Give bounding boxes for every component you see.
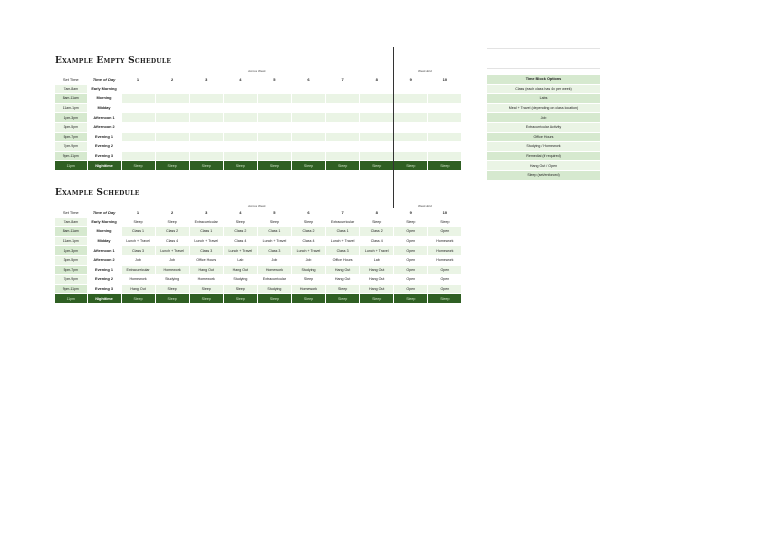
- time-slot-label: 1pm-3pm: [55, 246, 87, 256]
- schedule-cell[interactable]: Office Hours: [189, 255, 223, 265]
- time-block-option: Hang Out / Open: [487, 161, 600, 171]
- schedule-row: [55, 236, 462, 246]
- time-block-option-row: [487, 84, 600, 94]
- schedule-cell[interactable]: Open: [394, 227, 428, 237]
- schedule-cell[interactable]: [257, 151, 291, 161]
- time-of-day-label: Afternoon 1: [87, 113, 121, 123]
- day-header-5: 5: [257, 75, 291, 84]
- schedule-cell[interactable]: [189, 142, 223, 152]
- day-header-6: 6: [291, 75, 325, 84]
- schedule-cell[interactable]: Class 1: [189, 227, 223, 237]
- schedule-row: [55, 122, 462, 132]
- schedule-cell[interactable]: [223, 142, 257, 152]
- schedule-cell[interactable]: Open: [428, 265, 462, 275]
- time-block-options-table: [487, 75, 600, 181]
- schedule-cell[interactable]: [360, 103, 394, 113]
- schedule-cell[interactable]: [189, 84, 223, 94]
- schedule-cell[interactable]: Sleep: [428, 161, 462, 171]
- schedule-cell[interactable]: Hang Out: [360, 275, 394, 285]
- schedule-cell[interactable]: Sleep: [155, 284, 189, 294]
- schedule-cell[interactable]: [428, 84, 462, 94]
- schedule-cell[interactable]: [155, 113, 189, 123]
- time-of-day-label: Evening 1: [87, 265, 121, 275]
- day-header-2: 2: [155, 208, 189, 217]
- schedule-cell[interactable]: Lunch + Travel: [326, 236, 360, 246]
- schedule-cell[interactable]: Hang Out: [360, 265, 394, 275]
- time-slot-label: 5pm-7pm: [55, 265, 87, 275]
- schedule-cell[interactable]: Class 4: [223, 236, 257, 246]
- time-of-day-label: Nighttime: [87, 161, 121, 171]
- example-schedule-table: [55, 208, 462, 304]
- schedule-cell[interactable]: Extracurricular: [257, 275, 291, 285]
- schedule-cell[interactable]: Class 3: [326, 246, 360, 256]
- schedule-cell[interactable]: Open: [428, 284, 462, 294]
- time-block-option: Labs: [487, 94, 600, 104]
- schedule-cell[interactable]: Class 4: [155, 236, 189, 246]
- time-slot-label: 7pm-9pm: [55, 142, 87, 152]
- day-header-10: 10: [428, 75, 462, 84]
- time-block-option-row: [487, 94, 600, 104]
- schedule-header-row: [55, 208, 462, 217]
- schedule-cell[interactable]: [428, 113, 462, 123]
- schedule-cell[interactable]: Class 3: [121, 246, 155, 256]
- schedule-cell[interactable]: Sleep: [291, 161, 325, 171]
- time-of-day-label: Evening 1: [87, 132, 121, 142]
- day-header-3: 3: [189, 208, 223, 217]
- day-header-7: 7: [326, 208, 360, 217]
- schedule-cell[interactable]: Class 1: [257, 227, 291, 237]
- schedule-cell[interactable]: Homework: [189, 275, 223, 285]
- time-of-day-label: Nighttime: [87, 294, 121, 304]
- day-header-9: 9: [394, 208, 428, 217]
- schedule-cell[interactable]: [223, 122, 257, 132]
- time-slot-label: 3pm-5pm: [55, 122, 87, 132]
- time-of-day-label: Early Morning: [87, 84, 121, 94]
- schedule-row: [55, 84, 462, 94]
- schedule-row: [55, 132, 462, 142]
- time-of-day-label: Afternoon 2: [87, 122, 121, 132]
- schedule-cell[interactable]: [394, 142, 428, 152]
- schedule-cell[interactable]: Sleep: [394, 217, 428, 227]
- schedule-cell[interactable]: Sleep: [121, 294, 155, 304]
- schedule-row: [55, 275, 462, 285]
- schedule-cell[interactable]: [428, 103, 462, 113]
- schedule-cell[interactable]: Homework: [121, 275, 155, 285]
- schedule-cell[interactable]: Sleep: [155, 217, 189, 227]
- schedule-cell[interactable]: Sleep: [394, 161, 428, 171]
- schedule-cell[interactable]: Sleep: [121, 161, 155, 171]
- day-header-8: 8: [360, 75, 394, 84]
- schedule-cell[interactable]: [121, 151, 155, 161]
- schedule-cell[interactable]: Lunch + Travel: [223, 246, 257, 256]
- time-block-option-row: [487, 113, 600, 123]
- schedule-cell[interactable]: Class 1: [121, 227, 155, 237]
- time-of-day-label: Evening 2: [87, 275, 121, 285]
- schedule-cell[interactable]: [155, 103, 189, 113]
- schedule-cell[interactable]: Sleep: [257, 217, 291, 227]
- schedule-row: [55, 94, 462, 104]
- time-of-day-label: Midday: [87, 103, 121, 113]
- schedule-cell[interactable]: Sleep: [428, 217, 462, 227]
- time-block-option: Office Hours: [487, 132, 600, 142]
- schedule-header-row: [55, 75, 462, 84]
- schedule-cell[interactable]: Hang Out: [223, 265, 257, 275]
- schedule-cell[interactable]: Studying: [223, 275, 257, 285]
- schedule-cell[interactable]: [326, 103, 360, 113]
- schedule-cell[interactable]: [155, 142, 189, 152]
- time-block-option: Remedial (if required): [487, 151, 600, 161]
- schedule-cell[interactable]: [326, 94, 360, 104]
- time-slot-label: 5pm-7pm: [55, 132, 87, 142]
- time-block-option: Extracurricular Activity: [487, 122, 600, 132]
- schedule-cell[interactable]: [223, 151, 257, 161]
- schedule-cell[interactable]: [257, 132, 291, 142]
- time-slot-label: 11pm: [55, 294, 87, 304]
- schedule-cell[interactable]: Sleep: [189, 284, 223, 294]
- schedule-cell[interactable]: [360, 142, 394, 152]
- time-block-option: Sleep (set/enforced): [487, 170, 600, 180]
- schedule-cell[interactable]: [360, 132, 394, 142]
- schedule-cell[interactable]: Hang Out: [360, 284, 394, 294]
- set-time-header: Set Time: [55, 75, 87, 84]
- time-slot-label: 11am-1pm: [55, 103, 87, 113]
- schedule-cell[interactable]: [326, 113, 360, 123]
- schedule-cell[interactable]: [257, 142, 291, 152]
- schedule-cell[interactable]: [223, 84, 257, 94]
- day-header-9: 9: [394, 75, 428, 84]
- time-of-day-label: Morning: [87, 94, 121, 104]
- time-block-option-row: [487, 122, 600, 132]
- schedule-cell[interactable]: Lunch + Travel: [291, 246, 325, 256]
- time-block-option-row: [487, 170, 600, 180]
- options-top-rule: [487, 48, 600, 49]
- time-of-day-label: Midday: [87, 236, 121, 246]
- time-slot-label: 7pm-9pm: [55, 275, 87, 285]
- schedule-cell[interactable]: [155, 122, 189, 132]
- empty-schedule-title: Example Empty Schedule: [55, 56, 172, 66]
- schedule-cell[interactable]: Class 2: [291, 227, 325, 237]
- time-of-day-label: Early Morning: [87, 217, 121, 227]
- schedule-cell[interactable]: Sleep: [223, 217, 257, 227]
- time-slot-label: 1pm-3pm: [55, 113, 87, 123]
- schedule-cell[interactable]: [121, 122, 155, 132]
- schedule-cell[interactable]: Open: [428, 227, 462, 237]
- day-header-4: 4: [223, 208, 257, 217]
- schedule-cell[interactable]: [121, 142, 155, 152]
- schedule-row: [55, 227, 462, 237]
- time-of-day-label: Morning: [87, 227, 121, 237]
- example-week-end-label: Week End: [418, 204, 432, 208]
- schedule-cell[interactable]: [291, 142, 325, 152]
- schedule-cell[interactable]: Open: [394, 255, 428, 265]
- schedule-cell[interactable]: [291, 94, 325, 104]
- schedule-cell[interactable]: Homework: [257, 265, 291, 275]
- time-slot-label: 11am-1pm: [55, 236, 87, 246]
- schedule-cell[interactable]: [291, 84, 325, 94]
- schedule-cell[interactable]: [326, 142, 360, 152]
- time-slot-label: 7am-8am: [55, 217, 87, 227]
- schedule-cell[interactable]: Lunch + Travel: [360, 246, 394, 256]
- schedule-cell[interactable]: Sleep: [326, 284, 360, 294]
- schedule-cell[interactable]: Class 3: [189, 246, 223, 256]
- time-slot-label: 11pm: [55, 161, 87, 171]
- schedule-cell[interactable]: [291, 122, 325, 132]
- schedule-cell[interactable]: [360, 94, 394, 104]
- schedule-cell[interactable]: Hang Out: [121, 284, 155, 294]
- time-block-option: Job: [487, 113, 600, 123]
- schedule-row: [55, 151, 462, 161]
- schedule-cell[interactable]: Sleep: [291, 294, 325, 304]
- schedule-cell[interactable]: Class 4: [291, 236, 325, 246]
- schedule-cell[interactable]: Lab: [223, 255, 257, 265]
- time-slot-label: 8am-11am: [55, 94, 87, 104]
- schedule-cell[interactable]: [394, 132, 428, 142]
- schedule-cell[interactable]: Class 2: [223, 227, 257, 237]
- schedule-row: [55, 246, 462, 256]
- empty-week-end-label: Week End: [418, 69, 432, 73]
- schedule-cell[interactable]: [326, 151, 360, 161]
- schedule-row: [55, 113, 462, 123]
- schedule-cell[interactable]: [360, 122, 394, 132]
- schedule-row: [55, 217, 462, 227]
- schedule-cell[interactable]: Sleep: [360, 294, 394, 304]
- time-slot-label: 8am-11am: [55, 227, 87, 237]
- schedule-cell[interactable]: [189, 122, 223, 132]
- schedule-cell[interactable]: Class 4: [360, 236, 394, 246]
- schedule-cell[interactable]: Studying: [257, 284, 291, 294]
- example-schedule-title: Example Schedule: [55, 188, 140, 198]
- schedule-cell[interactable]: Homework: [428, 246, 462, 256]
- time-block-option: Class (each class has 4x per week): [487, 84, 600, 94]
- schedule-cell[interactable]: Sleep: [257, 294, 291, 304]
- time-block-option-row: [487, 161, 600, 171]
- schedule-cell[interactable]: Sleep: [428, 294, 462, 304]
- schedule-cell[interactable]: [189, 103, 223, 113]
- schedule-cell[interactable]: Hang Out: [326, 275, 360, 285]
- schedule-cell[interactable]: Studying: [155, 275, 189, 285]
- time-of-day-label: Evening 3: [87, 151, 121, 161]
- schedule-cell[interactable]: [155, 94, 189, 104]
- time-slot-label: 9pm-11pm: [55, 284, 87, 294]
- schedule-cell[interactable]: [394, 122, 428, 132]
- schedule-cell[interactable]: [121, 103, 155, 113]
- schedule-cell[interactable]: Job: [155, 255, 189, 265]
- time-slot-label: 3pm-5pm: [55, 255, 87, 265]
- schedule-cell[interactable]: Sleep: [223, 284, 257, 294]
- day-header-1: 1: [121, 75, 155, 84]
- schedule-cell[interactable]: [394, 103, 428, 113]
- time-of-day-label: Evening 3: [87, 284, 121, 294]
- schedule-cell[interactable]: Sleep: [291, 217, 325, 227]
- schedule-cell[interactable]: [257, 113, 291, 123]
- day-header-4: 4: [223, 75, 257, 84]
- schedule-cell[interactable]: Homework: [291, 284, 325, 294]
- options-mid-rule: [487, 68, 600, 69]
- schedule-cell[interactable]: [428, 122, 462, 132]
- schedule-cell[interactable]: Open: [394, 284, 428, 294]
- schedule-cell[interactable]: [428, 132, 462, 142]
- schedule-cell[interactable]: Sleep: [223, 294, 257, 304]
- schedule-row: [55, 294, 462, 304]
- schedule-cell[interactable]: [326, 122, 360, 132]
- schedule-cell[interactable]: [121, 113, 155, 123]
- schedule-cell[interactable]: Job: [291, 255, 325, 265]
- schedule-cell[interactable]: [360, 113, 394, 123]
- schedule-cell[interactable]: Lunch + Travel: [189, 236, 223, 246]
- schedule-cell[interactable]: Open: [394, 246, 428, 256]
- time-slot-label: 7am-8am: [55, 84, 87, 94]
- day-header-3: 3: [189, 75, 223, 84]
- schedule-cell[interactable]: Open: [394, 236, 428, 246]
- schedule-cell[interactable]: Studying: [291, 265, 325, 275]
- schedule-cell[interactable]: Extracurricular: [326, 217, 360, 227]
- day-header-7: 7: [326, 75, 360, 84]
- schedule-cell[interactable]: [326, 132, 360, 142]
- schedule-cell[interactable]: [189, 132, 223, 142]
- schedule-cell[interactable]: [291, 132, 325, 142]
- time-block-option-row: [487, 103, 600, 113]
- time-block-option-row: [487, 132, 600, 142]
- schedule-cell[interactable]: Class 3: [257, 246, 291, 256]
- schedule-cell[interactable]: [189, 151, 223, 161]
- day-header-8: 8: [360, 208, 394, 217]
- schedule-cell[interactable]: Sleep: [121, 217, 155, 227]
- day-header-2: 2: [155, 75, 189, 84]
- schedule-cell[interactable]: Extracurricular: [189, 217, 223, 227]
- schedule-cell[interactable]: Homework: [155, 265, 189, 275]
- schedule-cell[interactable]: Lab: [360, 255, 394, 265]
- time-block-option: Studying / Homework: [487, 142, 600, 152]
- schedule-cell[interactable]: Class 2: [155, 227, 189, 237]
- schedule-cell[interactable]: Sleep: [155, 161, 189, 171]
- empty-schedule-table: [55, 75, 462, 171]
- schedule-cell[interactable]: [189, 113, 223, 123]
- schedule-cell[interactable]: [121, 84, 155, 94]
- schedule-cell[interactable]: [155, 84, 189, 94]
- day-header-10: 10: [428, 208, 462, 217]
- schedule-cell[interactable]: Sleep: [326, 294, 360, 304]
- schedule-cell[interactable]: Office Hours: [326, 255, 360, 265]
- schedule-cell[interactable]: [189, 94, 223, 104]
- schedule-cell[interactable]: Sleep: [360, 217, 394, 227]
- time-of-day-header: Time of Day: [87, 208, 121, 217]
- schedule-cell[interactable]: Lunch + Travel: [121, 236, 155, 246]
- schedule-cell[interactable]: [257, 94, 291, 104]
- schedule-cell[interactable]: [291, 103, 325, 113]
- schedule-cell[interactable]: Homework: [428, 255, 462, 265]
- schedule-cell[interactable]: [291, 113, 325, 123]
- schedule-cell[interactable]: Lunch + Travel: [257, 236, 291, 246]
- schedule-row: [55, 142, 462, 152]
- schedule-cell[interactable]: [428, 151, 462, 161]
- example-across-week-label: Across Week: [248, 204, 266, 208]
- time-of-day-label: Evening 2: [87, 142, 121, 152]
- schedule-cell[interactable]: Homework: [428, 236, 462, 246]
- schedule-cell[interactable]: Job: [121, 255, 155, 265]
- day-header-5: 5: [257, 208, 291, 217]
- schedule-cell[interactable]: [360, 151, 394, 161]
- schedule-cell[interactable]: [223, 132, 257, 142]
- schedule-cell[interactable]: [394, 151, 428, 161]
- schedule-cell[interactable]: [428, 94, 462, 104]
- schedule-cell[interactable]: [257, 84, 291, 94]
- schedule-cell[interactable]: Sleep: [189, 294, 223, 304]
- schedule-row: [55, 284, 462, 294]
- time-of-day-label: Afternoon 1: [87, 246, 121, 256]
- schedule-cell[interactable]: [428, 142, 462, 152]
- schedule-cell[interactable]: Class 2: [360, 227, 394, 237]
- schedule-cell[interactable]: [291, 151, 325, 161]
- schedule-cell[interactable]: Open: [394, 265, 428, 275]
- schedule-cell[interactable]: [257, 122, 291, 132]
- time-of-day-label: Afternoon 2: [87, 255, 121, 265]
- day-header-1: 1: [121, 208, 155, 217]
- schedule-cell[interactable]: [394, 84, 428, 94]
- schedule-cell[interactable]: [223, 113, 257, 123]
- time-block-option-row: [487, 151, 600, 161]
- schedule-cell[interactable]: Open: [428, 275, 462, 285]
- schedule-cell[interactable]: Lunch + Travel: [155, 246, 189, 256]
- schedule-cell[interactable]: [326, 84, 360, 94]
- schedule-cell[interactable]: [121, 94, 155, 104]
- time-of-day-header: Time of Day: [87, 75, 121, 84]
- schedule-cell[interactable]: Extracurricular: [121, 265, 155, 275]
- schedule-row: [55, 265, 462, 275]
- schedule-cell[interactable]: [394, 94, 428, 104]
- schedule-cell[interactable]: Sleep: [291, 275, 325, 285]
- schedule-cell[interactable]: Open: [394, 275, 428, 285]
- schedule-cell[interactable]: [155, 151, 189, 161]
- set-time-header: Set Time: [55, 208, 87, 217]
- schedule-cell[interactable]: Hang Out: [326, 265, 360, 275]
- schedule-cell[interactable]: Sleep: [223, 161, 257, 171]
- schedule-cell[interactable]: Job: [257, 255, 291, 265]
- schedule-row: [55, 161, 462, 171]
- schedule-cell[interactable]: [360, 84, 394, 94]
- schedule-cell[interactable]: Sleep: [189, 161, 223, 171]
- schedule-cell[interactable]: [121, 132, 155, 142]
- time-block-options-header: Time Block Options: [487, 75, 600, 84]
- schedule-cell[interactable]: Sleep: [394, 294, 428, 304]
- schedule-cell[interactable]: [223, 94, 257, 104]
- schedule-cell[interactable]: [223, 103, 257, 113]
- schedule-row: [55, 103, 462, 113]
- schedule-cell[interactable]: Sleep: [326, 161, 360, 171]
- time-block-option-row: [487, 142, 600, 152]
- schedule-cell[interactable]: Sleep: [155, 294, 189, 304]
- schedule-cell[interactable]: Class 1: [326, 227, 360, 237]
- schedule-cell[interactable]: [394, 113, 428, 123]
- empty-across-week-label: Across Week: [248, 69, 266, 73]
- schedule-cell[interactable]: [257, 103, 291, 113]
- schedule-row: [55, 255, 462, 265]
- schedule-cell[interactable]: [155, 132, 189, 142]
- day-header-6: 6: [291, 208, 325, 217]
- time-slot-label: 9pm-11pm: [55, 151, 87, 161]
- time-block-option: Meal + Travel (depending on class location): [487, 103, 600, 113]
- schedule-cell[interactable]: Sleep: [360, 161, 394, 171]
- schedule-cell[interactable]: Sleep: [257, 161, 291, 171]
- schedule-cell[interactable]: Hang Out: [189, 265, 223, 275]
